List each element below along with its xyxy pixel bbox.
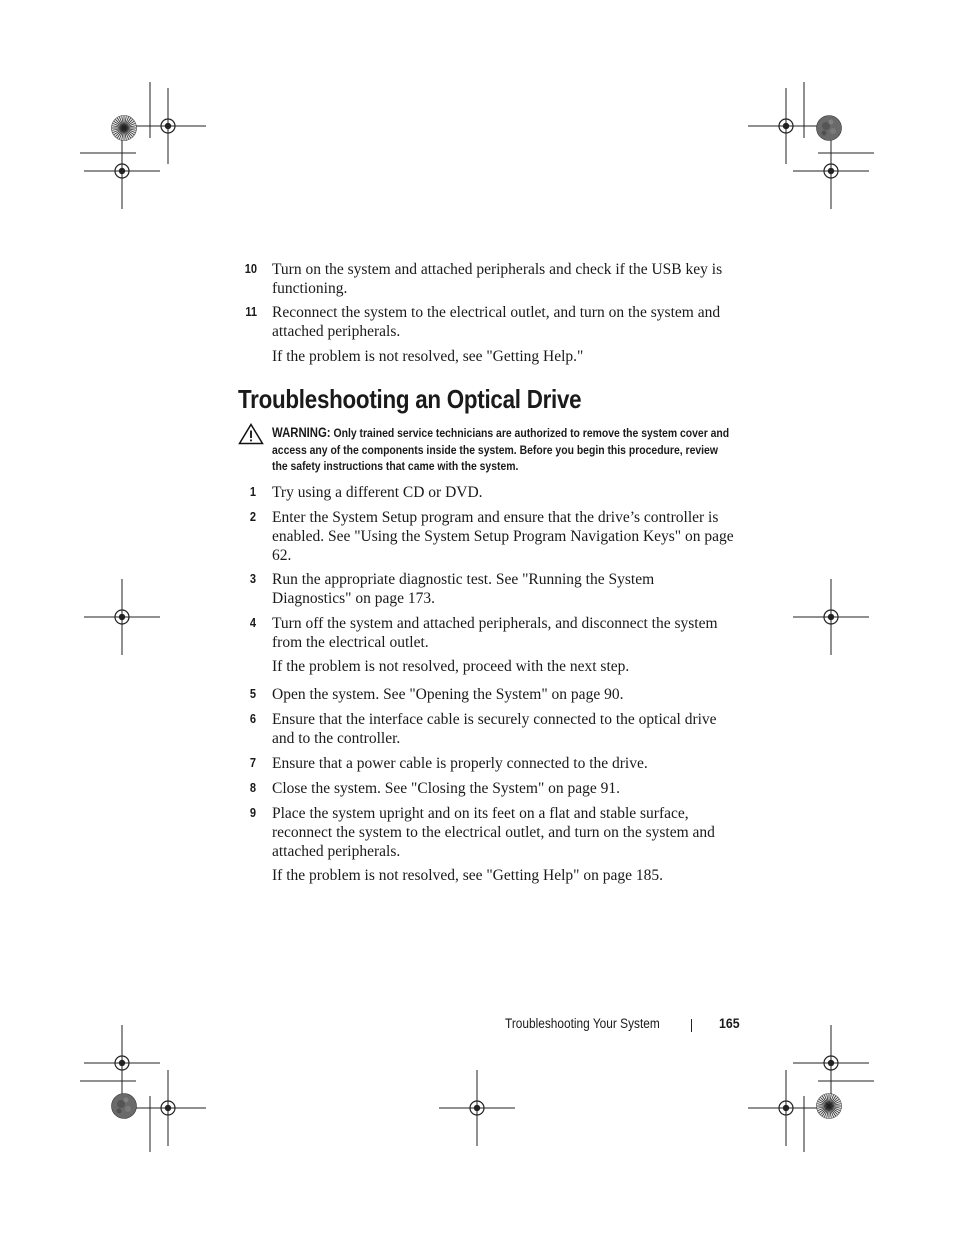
page-number: 165 bbox=[719, 1015, 740, 1031]
step-text: Enter the System Setup program and ensure that the drive’s controller is enabled. See "Using the System Setup Program Navigation Keys" on page 62. bbox=[272, 509, 734, 564]
step-text: Reconnect the system to the electrical outlet, and turn on the system and attached peripherals. bbox=[272, 304, 721, 340]
footer-section-name: Troubleshooting Your System bbox=[505, 1016, 660, 1031]
step-number: 5 bbox=[249, 686, 256, 701]
getting-help-note: If the problem is not resolved, see "Getting Help" on page 185. bbox=[272, 867, 664, 884]
step-text: Turn off the system and attached peripherals, and disconnect the system from the electrical outlet. bbox=[272, 615, 718, 651]
resolution-note: If the problem is not resolved, see "Getting Help." bbox=[272, 348, 584, 365]
step-text: Open the system. See "Opening the System" on page 90. bbox=[272, 686, 624, 703]
step-number: 10 bbox=[244, 261, 257, 276]
warning-notice bbox=[272, 425, 732, 475]
step-number: 6 bbox=[249, 711, 256, 726]
warning-label: WARNING: bbox=[272, 425, 331, 440]
next-step-note: If the problem is not resolved, proceed with the next step. bbox=[272, 658, 630, 675]
step-number: 8 bbox=[249, 780, 256, 795]
step-number: 3 bbox=[249, 571, 256, 586]
step-text: Turn on the system and attached peripherals and check if the USB key is functioning. bbox=[272, 261, 723, 297]
step-number: 1 bbox=[249, 484, 256, 499]
footer-divider bbox=[691, 1019, 692, 1032]
step-text: Run the appropriate diagnostic test. See "Running the System Diagnostics" on page 173. bbox=[272, 571, 655, 607]
warning-text: Only trained service technicians are authorized to remove the system cover and access any of the components inside the system. Before you begin this procedure, review the safety instructions that came with the system. bbox=[272, 426, 730, 474]
step-text: Ensure that the interface cable is securely connected to the optical drive and to the controller. bbox=[272, 711, 717, 747]
warning-triangle-icon bbox=[238, 423, 264, 445]
step-text: Try using a different CD or DVD. bbox=[272, 484, 483, 501]
step-number: 9 bbox=[249, 805, 256, 820]
step-number: 2 bbox=[249, 509, 256, 524]
step-text: Place the system upright and on its feet on a flat and stable surface, reconnect the system to the electrical outlet, and turn on the system and attached peripherals. bbox=[272, 805, 715, 860]
step-number: 11 bbox=[245, 304, 257, 319]
step-number: 4 bbox=[249, 615, 256, 630]
step-number: 7 bbox=[249, 755, 256, 770]
step-text: Close the system. See "Closing the System" on page 91. bbox=[272, 780, 621, 797]
step-text: Ensure that a power cable is properly connected to the drive. bbox=[272, 755, 648, 772]
section-heading: Troubleshooting an Optical Drive bbox=[238, 384, 582, 414]
